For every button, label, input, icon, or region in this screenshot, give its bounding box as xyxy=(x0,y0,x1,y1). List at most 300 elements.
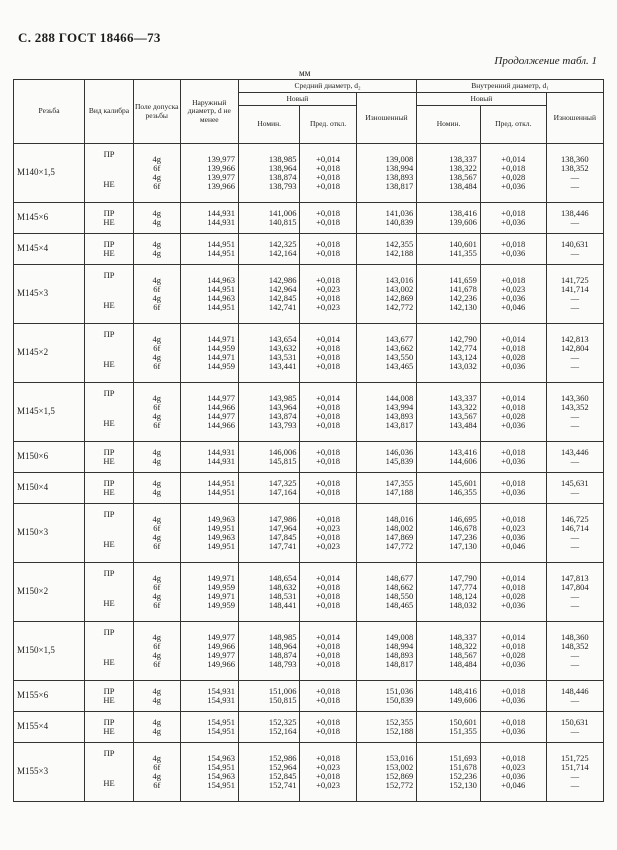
gauge-type-value: ПР xyxy=(103,446,115,457)
inner-nominal-cell xyxy=(417,473,481,504)
mid-deviation-value: +0,018 xyxy=(316,716,341,727)
tolerance-field-cell xyxy=(133,234,180,265)
inner-nominal-value: 152,236 xyxy=(449,771,477,781)
gauge-type-label: НЕ xyxy=(103,418,115,428)
mid-nominal-cell xyxy=(238,234,300,265)
gauge-type-value: ПР xyxy=(103,238,115,249)
mid-nominal-value: 148,531 xyxy=(268,591,297,601)
mid-worn-value: 138,893 xyxy=(385,172,414,182)
tolerance-field-value: 6f xyxy=(153,541,161,552)
mid-nominal-value: 148,632 xyxy=(268,581,297,592)
gauge-type-label: НЕ xyxy=(103,778,115,788)
mid-worn-value: 148,002 xyxy=(385,522,414,533)
outer-diameter-value: 144,951 xyxy=(207,238,235,249)
tolerance-field-value: 4g xyxy=(152,591,161,601)
mid-nominal-value: 148,654 xyxy=(268,572,297,583)
tolerance-field-value: 4g xyxy=(152,695,161,705)
mid-worn-cell xyxy=(356,203,416,234)
tolerance-field-value: 4g xyxy=(152,572,161,583)
inner-nominal-value: 138,567 xyxy=(449,172,477,182)
inner-worn-value: 138,360 xyxy=(561,153,589,164)
table-row xyxy=(14,622,604,681)
mid-deviation-value: +0,023 xyxy=(316,283,341,294)
outer-diameter-value: 149,966 xyxy=(207,659,235,670)
inner-nominal-value: 147,774 xyxy=(449,581,477,592)
gauge-type-value: НЕ xyxy=(103,487,115,497)
mid-deviation-cell xyxy=(300,144,356,203)
table-row xyxy=(14,681,604,712)
inner-worn-value: 142,804 xyxy=(561,342,589,353)
inner-nominal-value: 141,659 xyxy=(449,274,477,285)
tolerance-field-value: 4g xyxy=(152,631,161,642)
mid-nominal-value: 152,964 xyxy=(268,761,297,772)
mid-worn-value: 148,662 xyxy=(385,581,414,592)
inner-worn-value: 140,631 xyxy=(561,238,589,249)
mid-nominal-value: 143,531 xyxy=(268,352,297,362)
thread-cell: M150×1,5 xyxy=(14,622,85,681)
page-title: С. 288 ГОСТ 18466—73 xyxy=(18,30,161,45)
tolerance-field-value: 6f xyxy=(153,302,161,313)
inner-worn-value: — xyxy=(570,293,580,303)
inner-worn-value: — xyxy=(570,487,580,497)
tolerance-field-cell xyxy=(133,442,180,473)
gauge-type-label: НЕ xyxy=(103,300,115,310)
inner-worn-value: — xyxy=(570,420,580,431)
mid-nominal-cell xyxy=(238,383,300,442)
inner-worn-value: — xyxy=(570,780,580,791)
gauge-type-label: НЕ xyxy=(103,657,115,667)
mid-deviation-value: +0,023 xyxy=(316,761,341,772)
inner-nominal-cell xyxy=(417,383,481,442)
tolerance-field-value: 6f xyxy=(153,600,161,611)
inner-deviation-value: +0,018 xyxy=(501,581,526,592)
inner-nominal-value: 143,032 xyxy=(449,361,477,372)
gauge-type-cell xyxy=(85,265,134,324)
mid-nominal-value: 138,985 xyxy=(268,153,297,164)
mid-nominal-value: 148,964 xyxy=(268,640,297,651)
inner-deviation-value: +0,018 xyxy=(501,446,526,457)
mid-worn-cell xyxy=(356,234,416,265)
outer-diameter-value: 144,951 xyxy=(207,477,235,488)
inner-worn-value: — xyxy=(570,771,580,781)
outer-diameter-value: 149,951 xyxy=(207,541,235,552)
inner-deviation-value: +0,023 xyxy=(501,283,526,294)
tolerance-field-value: 4g xyxy=(152,333,161,344)
tolerance-field-value: 4g xyxy=(152,238,161,249)
mid-nominal-value: 142,845 xyxy=(268,293,297,303)
tolerance-field-value: 4g xyxy=(152,446,161,457)
tolerance-field-cell xyxy=(133,563,180,622)
mid-worn-value: 148,994 xyxy=(385,640,414,651)
outer-diameter-value: 154,951 xyxy=(207,780,235,791)
tolerance-field-cell xyxy=(133,265,180,324)
mid-nominal-value: 148,441 xyxy=(268,600,297,611)
inner-nominal-value: 148,322 xyxy=(449,640,477,651)
outer-diameter-value: 144,951 xyxy=(207,248,235,258)
inner-deviation-value: +0,018 xyxy=(501,513,526,524)
mid-worn-value: 149,008 xyxy=(385,631,414,642)
mid-worn-value: 138,994 xyxy=(385,162,414,173)
col-header-inner-new: Новый xyxy=(417,93,546,106)
table-row xyxy=(14,442,604,473)
inner-worn-value: — xyxy=(570,600,580,611)
mid-deviation-value: +0,018 xyxy=(316,456,341,466)
inner-nominal-value: 139,606 xyxy=(449,217,477,227)
inner-nominal-value: 138,322 xyxy=(449,162,477,173)
outer-diameter-cell xyxy=(180,622,238,681)
mid-worn-cell xyxy=(356,563,416,622)
inner-nominal-cell xyxy=(417,504,481,563)
mid-deviation-value: +0,023 xyxy=(316,522,341,533)
thread-cell: M150×6 xyxy=(14,442,85,473)
thread-cell: M155×6 xyxy=(14,681,85,712)
outer-diameter-value: 154,951 xyxy=(207,761,235,772)
gauge-type-label: ПР xyxy=(103,270,115,280)
tolerance-field-value: 6f xyxy=(153,522,161,533)
thread-cell: M155×4 xyxy=(14,712,85,743)
inner-nominal-cell xyxy=(417,743,481,802)
inner-worn-value: — xyxy=(570,411,580,421)
thread-cell: M145×2 xyxy=(14,324,85,383)
inner-nominal-value: 148,124 xyxy=(449,591,477,601)
inner-nominal-value: 142,130 xyxy=(449,302,477,313)
inner-worn-value: 148,446 xyxy=(561,685,589,696)
inner-deviation-value: +0,036 xyxy=(501,771,526,781)
mid-worn-value: 152,772 xyxy=(385,780,414,791)
table-row xyxy=(14,473,604,504)
inner-worn-value: — xyxy=(570,352,580,362)
mid-worn-cell xyxy=(356,442,416,473)
mid-nominal-value: 140,815 xyxy=(268,217,297,227)
mid-deviation-value: +0,018 xyxy=(316,352,341,362)
mid-nominal-value: 146,006 xyxy=(268,446,297,457)
mid-deviation-value: +0,018 xyxy=(316,248,341,258)
outer-diameter-value: 144,977 xyxy=(207,411,235,421)
inner-worn-value: 141,725 xyxy=(561,274,589,285)
thread-cell: M145×3 xyxy=(14,265,85,324)
mid-nominal-value: 138,874 xyxy=(268,172,297,182)
mid-deviation-value: +0,018 xyxy=(316,361,341,372)
gauge-type-cell xyxy=(85,203,134,234)
outer-diameter-value: 144,931 xyxy=(207,456,235,466)
gauge-type-value: НЕ xyxy=(103,726,115,736)
mid-worn-value: 144,008 xyxy=(385,392,414,403)
inner-nominal-cell xyxy=(417,622,481,681)
mid-worn-cell xyxy=(356,504,416,563)
inner-nominal-value: 138,484 xyxy=(449,181,477,192)
inner-deviation-value: +0,036 xyxy=(501,248,526,258)
mid-nominal-value: 138,793 xyxy=(268,181,297,192)
inner-worn-value: — xyxy=(570,302,580,313)
mid-worn-value: 148,016 xyxy=(385,513,414,524)
outer-diameter-cell xyxy=(180,681,238,712)
tolerance-field-value: 4g xyxy=(152,716,161,727)
mid-worn-value: 147,772 xyxy=(385,541,414,552)
gauge-type-cell xyxy=(85,712,134,743)
inner-nominal-value: 140,601 xyxy=(449,238,477,249)
inner-deviation-value: +0,028 xyxy=(501,352,526,362)
mid-nominal-value: 147,164 xyxy=(268,487,297,497)
inner-deviation-cell xyxy=(480,681,546,712)
mid-deviation-value: +0,018 xyxy=(316,274,341,285)
inner-worn-cell xyxy=(546,442,603,473)
tolerance-field-value: 6f xyxy=(153,181,161,192)
col-header-thread: Резьба xyxy=(14,80,85,144)
mid-deviation-value: +0,018 xyxy=(316,172,341,182)
inner-nominal-value: 151,355 xyxy=(449,726,477,736)
thread-cell: M145×4 xyxy=(14,234,85,265)
mid-nominal-cell xyxy=(238,265,300,324)
tolerance-field-value: 4g xyxy=(152,392,161,403)
inner-deviation-cell xyxy=(480,504,546,563)
tolerance-field-value: 6f xyxy=(153,659,161,670)
mid-nominal-cell xyxy=(238,504,300,563)
outer-diameter-cell xyxy=(180,234,238,265)
mid-nominal-value: 148,793 xyxy=(268,659,297,670)
outer-diameter-value: 139,966 xyxy=(207,181,235,192)
inner-worn-cell xyxy=(546,234,603,265)
tolerance-field-cell xyxy=(133,203,180,234)
mid-deviation-cell xyxy=(300,203,356,234)
mid-nominal-value: 143,632 xyxy=(268,342,297,353)
gauge-type-label: ПР xyxy=(103,329,115,339)
mid-deviation-value: +0,014 xyxy=(316,572,341,583)
tolerance-field-cell xyxy=(133,622,180,681)
tolerance-field-value: 4g xyxy=(152,532,161,542)
tolerance-field-value: 6f xyxy=(153,162,161,173)
outer-diameter-value: 144,963 xyxy=(207,274,235,285)
inner-nominal-cell xyxy=(417,265,481,324)
mid-nominal-cell xyxy=(238,324,300,383)
mid-nominal-value: 148,985 xyxy=(268,631,297,642)
inner-worn-value: 146,714 xyxy=(561,522,589,533)
mid-nominal-value: 148,874 xyxy=(268,650,297,660)
tolerance-field-value: 4g xyxy=(152,771,161,781)
gauge-type-label: ПР xyxy=(103,509,115,519)
col-header-gauge-type: Вид калибра xyxy=(85,80,134,144)
gauge-type-label: НЕ xyxy=(103,179,115,189)
gauge-type-cell xyxy=(85,473,134,504)
mid-nominal-cell xyxy=(238,144,300,203)
col-header-inner-worn: Изношенный xyxy=(546,93,603,144)
outer-diameter-value: 144,959 xyxy=(207,342,235,353)
mid-nominal-value: 150,815 xyxy=(268,695,297,705)
inner-worn-value: 146,725 xyxy=(561,513,589,524)
mid-deviation-cell xyxy=(300,504,356,563)
inner-deviation-value: +0,018 xyxy=(501,342,526,353)
gauge-type-value: НЕ xyxy=(103,695,115,705)
tolerance-field-value: 6f xyxy=(153,361,161,372)
inner-deviation-value: +0,036 xyxy=(501,726,526,736)
tolerance-field-value: 4g xyxy=(152,352,161,362)
mid-worn-value: 148,817 xyxy=(385,659,414,670)
mid-deviation-value: +0,018 xyxy=(316,293,341,303)
col-header-tolerance-field: Поле допуска резьбы xyxy=(133,80,180,144)
gauge-type-value: ПР xyxy=(103,207,115,218)
thread-cell: M150×3 xyxy=(14,504,85,563)
mid-nominal-value: 152,845 xyxy=(268,771,297,781)
inner-nominal-value: 143,567 xyxy=(449,411,477,421)
mid-worn-value: 152,355 xyxy=(385,716,414,727)
gauge-type-value: ПР xyxy=(103,685,115,696)
inner-deviation-value: +0,018 xyxy=(501,752,526,763)
mid-deviation-value: +0,023 xyxy=(316,780,341,791)
inner-deviation-cell xyxy=(480,144,546,203)
mid-worn-cell xyxy=(356,622,416,681)
outer-diameter-cell xyxy=(180,743,238,802)
outer-diameter-value: 139,977 xyxy=(207,172,235,182)
mid-worn-value: 148,677 xyxy=(385,572,414,583)
inner-nominal-value: 144,606 xyxy=(449,456,477,466)
inner-worn-value: 143,352 xyxy=(561,401,589,412)
mid-nominal-value: 145,815 xyxy=(268,456,297,466)
mid-deviation-cell xyxy=(300,563,356,622)
mid-deviation-value: +0,018 xyxy=(316,591,341,601)
inner-nominal-value: 141,355 xyxy=(449,248,477,258)
inner-worn-value: — xyxy=(570,248,580,258)
outer-diameter-value: 154,963 xyxy=(207,771,235,781)
outer-diameter-value: 144,966 xyxy=(207,420,235,431)
inner-deviation-value: +0,018 xyxy=(501,716,526,727)
inner-deviation-value: +0,036 xyxy=(501,695,526,705)
outer-diameter-value: 154,931 xyxy=(207,685,235,696)
col-header-inner-nominal: Номин. xyxy=(417,106,481,144)
inner-worn-value: — xyxy=(570,217,580,227)
outer-diameter-value: 144,951 xyxy=(207,283,235,294)
mid-worn-value: 142,869 xyxy=(385,293,414,303)
inner-worn-value: 143,446 xyxy=(561,446,589,457)
mid-worn-value: 141,036 xyxy=(385,207,414,218)
inner-nominal-value: 148,337 xyxy=(449,631,477,642)
tolerance-field-cell xyxy=(133,712,180,743)
inner-deviation-value: +0,018 xyxy=(501,640,526,651)
gauge-type-cell xyxy=(85,681,134,712)
outer-diameter-cell xyxy=(180,324,238,383)
outer-diameter-value: 144,931 xyxy=(207,207,235,218)
mid-deviation-value: +0,018 xyxy=(316,401,341,412)
gauge-type-label: НЕ xyxy=(103,359,115,369)
thread-cell: M150×2 xyxy=(14,563,85,622)
tolerance-field-value: 6f xyxy=(153,420,161,431)
outer-diameter-value: 149,963 xyxy=(207,532,235,542)
inner-worn-value: 148,360 xyxy=(561,631,589,642)
inner-deviation-cell xyxy=(480,234,546,265)
outer-diameter-cell xyxy=(180,712,238,743)
inner-deviation-value: +0,036 xyxy=(501,181,526,192)
inner-nominal-value: 138,416 xyxy=(449,207,477,218)
inner-nominal-value: 145,601 xyxy=(449,477,477,488)
mid-worn-value: 148,550 xyxy=(385,591,414,601)
outer-diameter-cell xyxy=(180,265,238,324)
mid-nominal-value: 147,741 xyxy=(268,541,297,552)
tolerance-field-value: 4g xyxy=(152,456,161,466)
inner-deviation-value: +0,014 xyxy=(501,153,526,164)
tolerance-field-value: 4g xyxy=(152,685,161,696)
outer-diameter-value: 154,951 xyxy=(207,726,235,736)
mid-deviation-value: +0,018 xyxy=(316,238,341,249)
mid-nominal-value: 152,741 xyxy=(268,780,297,791)
mid-deviation-value: +0,018 xyxy=(316,342,341,353)
inner-nominal-value: 142,790 xyxy=(449,333,477,344)
col-header-mid-new: Новый xyxy=(238,93,356,106)
outer-diameter-value: 149,959 xyxy=(207,600,235,611)
gauge-type-label: ПР xyxy=(103,388,115,398)
gauge-type-cell xyxy=(85,622,134,681)
inner-nominal-cell xyxy=(417,203,481,234)
outer-diameter-value: 149,971 xyxy=(207,572,235,583)
inner-worn-value: — xyxy=(570,541,580,552)
tolerance-field-cell xyxy=(133,473,180,504)
table-row xyxy=(14,504,604,563)
table-row xyxy=(14,383,604,442)
mid-worn-value: 147,869 xyxy=(385,532,414,542)
tolerance-field-value: 4g xyxy=(152,153,161,164)
mid-deviation-value: +0,018 xyxy=(316,477,341,488)
inner-nominal-value: 148,416 xyxy=(449,685,477,696)
inner-nominal-cell xyxy=(417,681,481,712)
gauge-type-cell xyxy=(85,442,134,473)
mid-worn-cell xyxy=(356,324,416,383)
mid-deviation-cell xyxy=(300,712,356,743)
mid-worn-cell xyxy=(356,144,416,203)
outer-diameter-value: 144,959 xyxy=(207,361,235,372)
inner-deviation-cell xyxy=(480,203,546,234)
inner-worn-cell xyxy=(546,681,603,712)
inner-worn-cell xyxy=(546,622,603,681)
col-header-mid-deviation: Пред. откл. xyxy=(300,106,356,144)
mid-deviation-value: +0,014 xyxy=(316,392,341,403)
inner-nominal-value: 143,416 xyxy=(449,446,477,457)
gauge-type-label: ПР xyxy=(103,627,115,637)
mid-worn-value: 143,662 xyxy=(385,342,414,353)
mid-deviation-value: +0,018 xyxy=(316,771,341,781)
table-row xyxy=(14,144,604,203)
inner-nominal-value: 146,695 xyxy=(449,513,477,524)
tolerance-field-value: 6f xyxy=(153,401,161,412)
mid-worn-value: 150,839 xyxy=(385,695,414,705)
outer-diameter-cell xyxy=(180,144,238,203)
inner-deviation-value: +0,028 xyxy=(501,411,526,421)
inner-deviation-value: +0,036 xyxy=(501,217,526,227)
table-row xyxy=(14,743,604,802)
outer-diameter-value: 149,959 xyxy=(207,581,235,592)
tolerance-field-value: 4g xyxy=(152,172,161,182)
inner-deviation-value: +0,046 xyxy=(501,302,526,313)
outer-diameter-value: 149,966 xyxy=(207,640,235,651)
gauge-type-value: НЕ xyxy=(103,248,115,258)
unit-label: мм xyxy=(299,68,311,78)
inner-nominal-value: 148,032 xyxy=(449,600,477,611)
inner-nominal-cell xyxy=(417,712,481,743)
inner-deviation-value: +0,018 xyxy=(501,207,526,218)
mid-deviation-cell xyxy=(300,473,356,504)
mid-worn-value: 139,008 xyxy=(385,153,414,164)
gauge-type-value: ПР xyxy=(103,477,115,488)
inner-worn-value: 147,804 xyxy=(561,581,589,592)
inner-nominal-value: 147,790 xyxy=(449,572,477,583)
tolerance-field-value: 6f xyxy=(153,761,161,772)
inner-deviation-value: +0,014 xyxy=(501,631,526,642)
outer-diameter-value: 154,931 xyxy=(207,695,235,705)
mid-worn-value: 148,893 xyxy=(385,650,414,660)
inner-deviation-value: +0,028 xyxy=(501,650,526,660)
mid-worn-value: 148,465 xyxy=(385,600,414,611)
mid-deviation-value: +0,018 xyxy=(316,217,341,227)
col-header-outer-diameter: Наружный диаметр, d не менее xyxy=(180,80,238,144)
mid-deviation-value: +0,018 xyxy=(316,513,341,524)
inner-nominal-cell xyxy=(417,324,481,383)
table-continuation-label: Продолжение табл. 1 xyxy=(494,55,597,67)
